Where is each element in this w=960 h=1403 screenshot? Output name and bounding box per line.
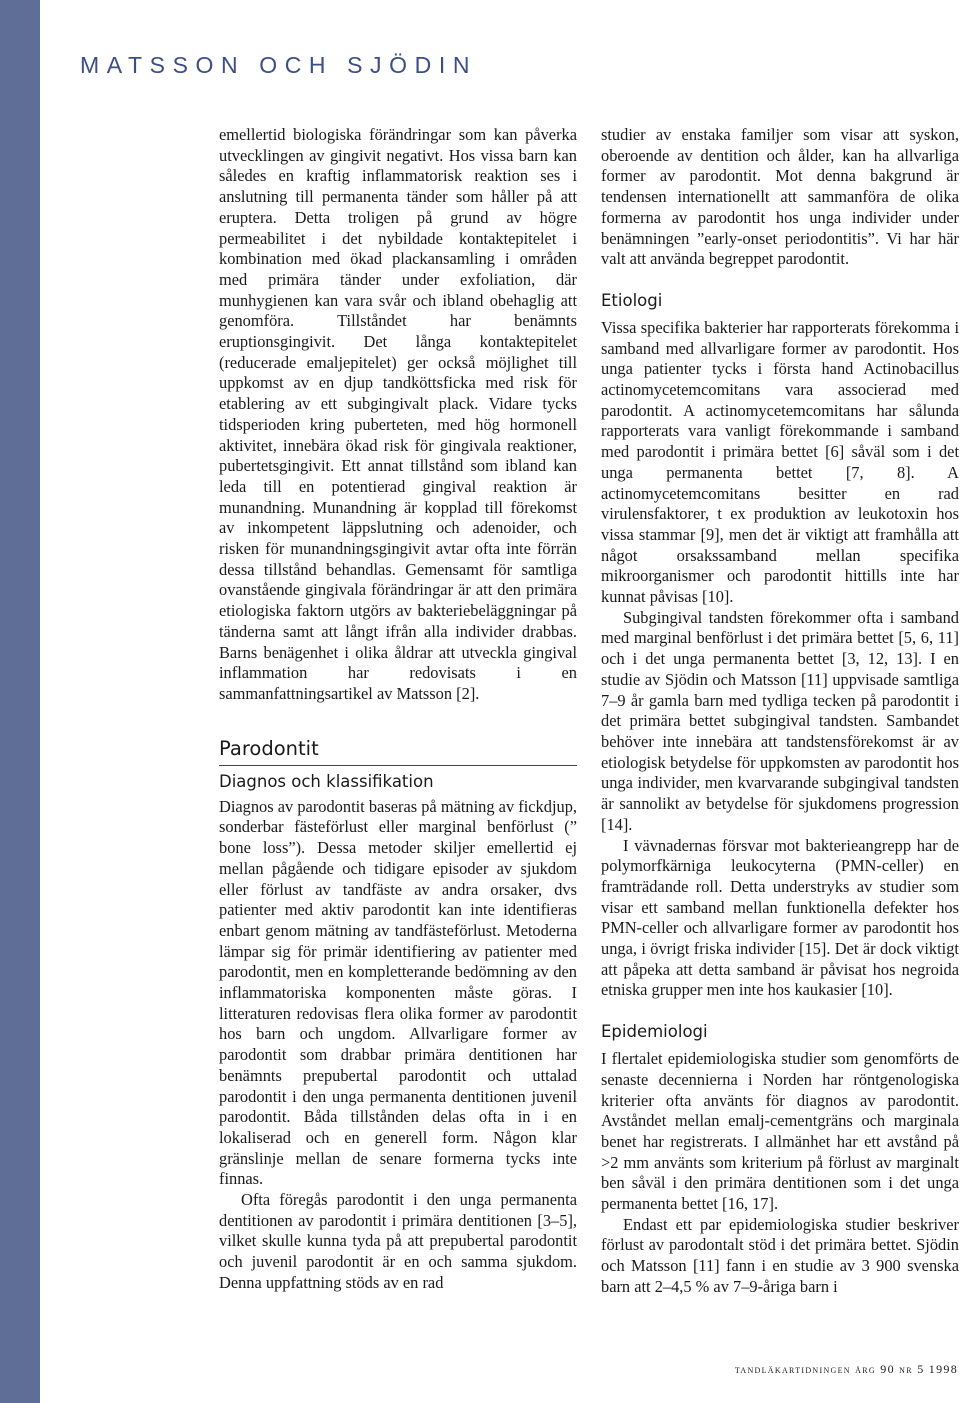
etiologi-paragraph: I vävnadernas försvar mot bakterieangrepp har de polymorfkärniga leukocyterna (PMN-celler) en framträdande roll. Detta understryks av studier som visar ett samband mellan funktionella defekter hos PMN-celler och allvarligare former av parodontit hos unga, i övrigt friska individer [15]. Det är dock viktigt att påpeka att detta samband är påvisat hos negroida etniska grupper men inte hos kaukasier [10]. <box>601 835 959 1000</box>
running-head: MATSSON OCH SJÖDIN <box>80 52 478 78</box>
epidemiologi-paragraph: I flertalet epidemiologiska studier som genomförts de senaste decennierna i Norden har röntgenologiska kriterier ofta använts för diagnos av parodontit. Avståndet mellan emalj-cementgräns och marginala benet har registrerats. I allmänhet har ett avstånd på >2 mm använts som kriterium på förlust av marginalt ben såväl i den primära dentitionen som i det unga permanenta bettet [16, 17]. <box>601 1049 959 1214</box>
section-heading-parodontit: Parodontit <box>219 737 577 766</box>
right-column <box>601 125 959 1298</box>
subsection-heading-diagnos: Diagnos och klassifikation <box>219 771 434 791</box>
intro-paragraph: emellertid biologiska förändringar som kan påverka utvecklingen av gingivit negativt. Hos vissa barn kan således en kraftig inflammatorisk reaktion ses i anslutning till permanenta tänder som håller på att eruptera. Detta troligen på grund av högre permeabilitet i det nybildade kontaktepitelet i kombination med ökad plackansamling i områden med primära tänder under exfoliation, där munhygienen kan vara svår och ibland obehaglig att genomföra. Tillståndet har benämnts eruptionsgingivit. Det långa kontaktepitelet (reducerade emaljepitelet) ger också möjlighet till uppkomst av en djup tandköttsficka med risk för etablering av ett subgingivalt plack. Vidare tycks tidsperioden kring puberteten, med hög hormonell aktivitet, innebära ökad risk för gingivala reaktioner, pubertetsgingivit. Ett annat tillstånd som ibland kan leda till en potentierad gingival reaktion är munandning. Munandning är kopplad till förekomst av inkompetent läppslutning och adenoider, och risken för munandningsgingivit avtar ofta inte förrän dessa tillstånd behandlas. Gemensamt för samtliga ovanstående gingivala förändringar är att den primära etiologiska faktorn utgörs av bakteriebeläggningar på tänderna samt att långt ifrån alla individer drabbas. Barns benägenhet i olika åldrar att utveckla gingival inflammation har redovisats i en sammanfattningsartikel av Matsson [2]. <box>219 125 577 703</box>
diagnos-paragraph: Diagnos av parodontit baseras på mätning av fickdjup, sonderbar fästeförlust eller marginal benförlust (” bone loss”). Dessa metoder skiljer emellertid ej mellan pågående och tidigare episoder av sjukdom eller förlust av tandfäste av andra orsaker, dvs patienter med aktiv parodontit kan inte identifieras enbart genom mätning av tandfästeförlust. Metoderna lämpar sig för primär identifiering av patienter med parodontit, men en kompletterande bedömning av den inflammatoriska komponenten måste göras. I litteraturen redovisas flera olika former av parodontit hos barn och ungdom. Allvarligare former av parodontit som drabbar primära dentitionen har benämnts prepubertal parodontit och uttalad parodontit i den unga permanenta dentitionen juvenil parodontit. Båda tillstånden delas ofta in i en lokaliserad och en generell form. Någon klar gränslinje mellan de senare formerna tycks inte finnas. <box>219 796 577 1189</box>
ofta-paragraph: Ofta föregås parodontit i den unga permanenta dentitionen av parodontit i primära dentitionen [3–5], vilket skulle kunna tyda på att prepubertal parodontit och juvenil parodontit är en och samma sjukdom. Denna uppfattning stöds av en rad <box>219 1190 577 1292</box>
epidemiologi-heading: Epidemiologi <box>601 1022 708 1042</box>
etiologi-paragraph: Subgingival tandsten förekommer ofta i samband med marginal benförlust i det primära bettet [5, 6, 11] och i det unga permanenta bettet [3, 12, 13]. I en studie av Sjödin och Matsson [11] uppvisade samtliga 7–9 år gamla barn med tydliga tecken på parodontit i det primära bettet subgingival tandsten. Sambandet behöver inte innebära att tandstensförekomst är av etiologisk betydelse för uppkomsten av parodontit hos unga individer, men kvarvarande subgingival tandsten är sannolikt av betydelse för sjukdomens progression [14]. <box>601 607 959 834</box>
journal-footer: tandläkartidningen årg 90 nr 5 1998 <box>734 1362 958 1376</box>
epidemiologi-paragraph: Endast ett par epidemiologiska studier beskriver förlust av parodontalt stöd i det primära bettet. Sjödin och Matsson [11] fann i en studie av 3 900 svenska barn att 2–4,5 % av 7–9-åriga barn i <box>601 1214 959 1296</box>
etiologi-heading: Etiologi <box>601 290 663 310</box>
intro-paragraph-right: studier av enstaka familjer som visar att syskon, oberoende av dentition och ålder, kan ha allvarliga former av parodontit. Mot denna bakgrund är tendensen internationellt att sammanföra de olika formerna av parodontit hos unga individer under benämningen ”early-onset periodontitis”. Vi har här valt att använda begreppet parodontit. <box>601 125 959 269</box>
left-column <box>219 125 577 1294</box>
etiologi-paragraph: Vissa specifika bakterier har rapporterats förekomma i samband med allvarligare former av parodontit. Hos unga patienter tycks i första hand Actinobacillus actinomycetemcomitans vara associerad med parodontit. A actinomycetemcomitans har sålunda rapporterats vara vanligt förekommande i samband med parodontit i primära bettet [6] såväl som i det unga permanenta bettet [7, 8]. A actinomycetemcomitans besitter en rad virulensfaktorer, t ex produktion av leukotoxin hos vissa stammar [9], men det är viktigt att framhålla att något orsakssamband mellan specifika mikroorganismer och parodontit hittills inte har kunnat påvisas [10]. <box>601 317 959 607</box>
left-color-bar <box>0 0 40 1403</box>
